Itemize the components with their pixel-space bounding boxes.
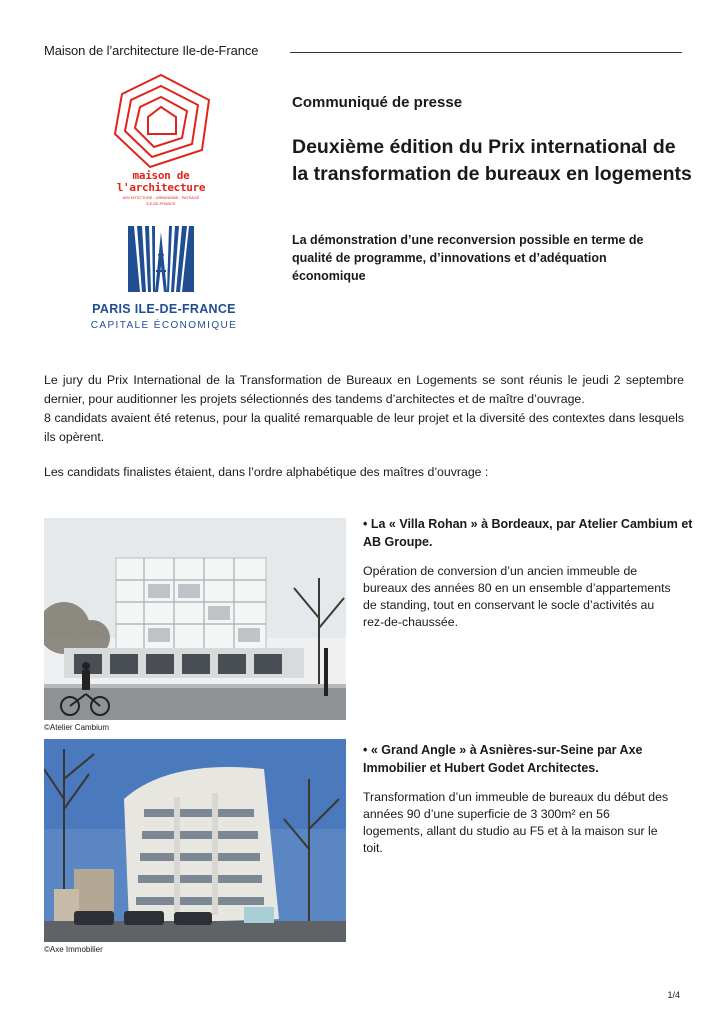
page-number: 1/4: [667, 990, 680, 1000]
pidf-tagline: CAPITALE ÉCONOMIQUE: [90, 320, 238, 331]
eiffel-tower-icon: [84, 226, 244, 296]
standfirst: La démonstration d’une reconversion possible en terme de qualité de programme, d’innovations et d’adéquation économique: [292, 233, 644, 283]
house-outline-icon: [110, 72, 212, 172]
mda-wordmark-line2: l'architecture: [116, 181, 206, 194]
villa-rohan-photo: [44, 518, 346, 720]
body-paragraph-2: 8 candidats avaient été retenus, pour la qualité remarquable de leur projet et la diversité des contextes dans lesquels ils opèrent.: [44, 411, 684, 444]
body-paragraph-1: Le jury du Prix International de la Transformation de Bureaux en Logements se sont réunis le jeudi 2 septembre dernier, pour auditionner les projets sélectionnés des tandems d’architectes et de maître d’ouvrage.: [44, 373, 684, 406]
mda-tagline-1: ARCHITECTURE - URBANISME - PAYSAGE: [122, 196, 200, 200]
press-kicker: Communiqué de presse: [292, 94, 463, 111]
photo-credit-2: ©Axe Immobilier: [44, 945, 103, 954]
pidf-name: PARIS ILE-DE-FRANCE: [92, 302, 236, 316]
header-organization: Maison de l’architecture Ile-de-France: [44, 43, 259, 58]
project-1-title: • La « Villa Rohan » à Bordeaux, par Atelier Cambium et AB Groupe.: [363, 517, 693, 549]
mda-tagline-2: ÎLE-DE-FRANCE: [146, 202, 176, 206]
body-intro: [44, 371, 684, 447]
paris-idf-logo: [84, 226, 244, 336]
project-1-description: Opération de conversion d’un ancien immeuble de bureaux des années 80 en un ensemble d’appartements de standing, tout en conservant le socle d’activités au rez-de-chaussée.: [363, 564, 671, 629]
grand-angle-photo: [44, 739, 346, 942]
header-divider: [290, 52, 682, 53]
finalists-lead-in: Les candidats finalistes étaient, dans l’ordre alphabétique des maîtres d’ouvrage :: [44, 465, 489, 479]
project-2-description: Transformation d’un immeuble de bureaux du début des années 90 d’une superficie de 3 300m² en 56 logements, allant du studio au F5 et à la maison sur le toit.: [363, 790, 669, 855]
maison-architecture-logo: [110, 72, 212, 217]
project-2-title: • « Grand Angle » à Asnières-sur-Seine par Axe Immobilier et Hubert Godet Architectes.: [363, 743, 643, 775]
page-title: Deuxième édition du Prix international de la transformation de bureaux en logements: [292, 136, 692, 185]
photo-credit-1: ©Atelier Cambium: [44, 723, 110, 732]
mda-wordmark-line1: maison de: [132, 169, 190, 182]
